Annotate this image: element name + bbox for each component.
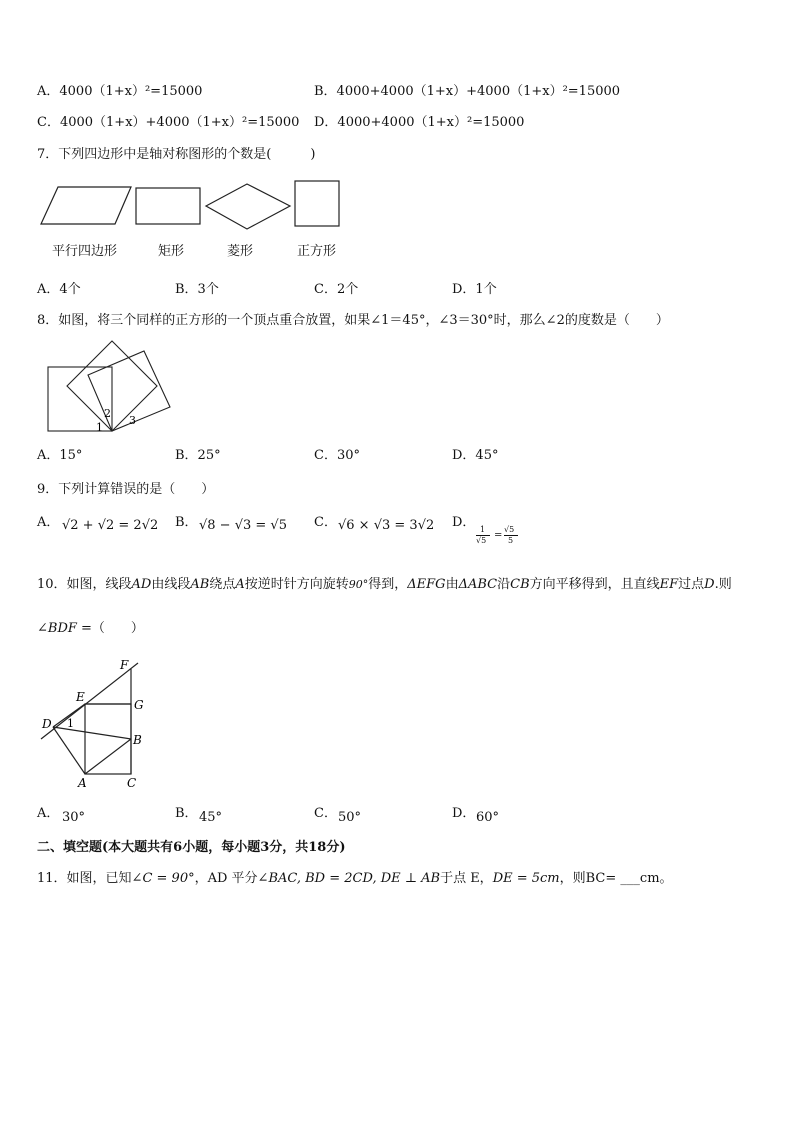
q10-option-b-label: B．: [175, 806, 198, 821]
q10-text-2: 由线段: [151, 577, 191, 592]
q8-option-b: B．25°: [175, 448, 221, 463]
point-label-e: E: [76, 690, 85, 704]
q10-text-5: 得到，: [368, 577, 408, 592]
q9-option-c-expr: √6 × √3 = 3√2: [338, 518, 435, 533]
q11-stem: [37, 872, 673, 885]
q6-option-b: B．4000+4000（1+x）+4000（1+x）²=15000: [314, 84, 621, 99]
q7-figure: [0, 175, 794, 255]
q7-label-rectangle: 矩形: [158, 244, 185, 259]
q7-label-square: 正方形: [297, 244, 337, 259]
q11-math-3: DE = 5cm: [492, 871, 560, 886]
q10-figure: [0, 655, 200, 795]
q10-text-3: 绕点: [209, 577, 236, 592]
q10-var-ab: AB: [190, 577, 210, 592]
q10-option-a-value: 30°: [62, 810, 86, 825]
rectangle-shape: [136, 188, 200, 224]
q8-option-d: D．45°: [452, 448, 499, 463]
q10-var-d: D: [704, 577, 715, 592]
q6-option-d: D．4000+4000（1+x）²=15000: [314, 115, 525, 130]
q9-option-a-label: A．: [37, 515, 60, 530]
rect-eg-ac: [85, 704, 131, 774]
q7-option-b: B．3个: [175, 282, 219, 297]
point-label-f: F: [120, 658, 129, 672]
q10-angle-bdf: ∠BDF =: [37, 621, 92, 636]
q9-option-b-expr: √8 − √3 = √5: [199, 518, 287, 533]
q10-option-d-label: D．: [452, 806, 476, 821]
q10-var-a: A: [235, 577, 245, 592]
q10-stem-line2: [37, 622, 144, 635]
q10-var-cb: CB: [510, 577, 530, 592]
q11-math-1: ∠C = 90°: [131, 871, 195, 886]
q9-option-a-expr: √2 + √2 = 2√2: [62, 518, 159, 533]
q8-stem: 8．如图，将三个同样的正方形的一个顶点重合放置，如果∠1＝45°，∠3＝30°时，那么∠2的度数是（ ）: [37, 313, 669, 328]
q7-option-c: C．2个: [314, 282, 359, 297]
q10-text-9: 过点: [678, 577, 705, 592]
q9-stem: 9．下列计算错误的是（ ）: [37, 482, 215, 497]
fraction-left-numerator: 1: [480, 525, 486, 534]
q7-option-d: D．1个: [452, 282, 497, 297]
fraction-right-denominator: 5: [508, 536, 514, 545]
point-label-b: B: [133, 733, 142, 747]
q10-paren: （ ）: [91, 621, 144, 636]
q9-option-d-fraction: [476, 524, 526, 552]
fraction-right-numerator: √5: [504, 525, 515, 534]
q7-label-parallelogram: 平行四边形: [52, 244, 118, 259]
q10-text-10: .则: [714, 577, 732, 592]
rhombus-shape: [206, 184, 290, 229]
q7-label-rhombus: 菱形: [227, 244, 254, 259]
q8-figure: [0, 335, 200, 445]
q7-stem: 7．下列四边形中是轴对称图形的个数是( ): [37, 147, 316, 162]
q10-text-1: 10．如图，线段: [37, 577, 132, 592]
q11-text-4: ，则BC= ___cm。: [559, 871, 673, 886]
angle-label-2: 2: [104, 407, 111, 420]
q10-var-abc: ΔABC: [458, 577, 498, 592]
q8-option-a: A．15°: [37, 448, 83, 463]
q7-option-a: A．4个: [37, 282, 81, 297]
segment-ab: [85, 739, 131, 774]
q8-option-c: C．30°: [314, 448, 360, 463]
q10-option-c-label: C．: [314, 806, 337, 821]
q10-option-c-value: 50°: [338, 810, 362, 825]
q9-option-d-label: D．: [452, 515, 476, 530]
fraction-left-denominator: √5: [476, 536, 487, 545]
point-label-c: C: [127, 776, 137, 790]
fraction-equals: =: [494, 530, 503, 541]
point-label-d: D: [42, 717, 52, 731]
parallelogram-shape: [41, 187, 131, 224]
angle-label-3: 3: [129, 414, 136, 427]
segment-db: [53, 727, 131, 739]
q10-option-a-label: A．: [37, 806, 60, 821]
q10-option-b-value: 45°: [199, 810, 223, 825]
q11-text-1: 11．如图，已知: [37, 871, 132, 886]
q9-option-c-label: C．: [314, 515, 337, 530]
q10-var-ef: EF: [659, 577, 679, 592]
q10-text-8: 方向平移得到，且直线: [529, 577, 660, 592]
q11-text-2: ，AD 平分: [194, 871, 258, 886]
section-heading-fill-in: 二、填空题(本大题共有6小题，每小题3分，共18分): [37, 840, 346, 855]
q10-text-6: 由: [445, 577, 459, 592]
square-shape: [295, 181, 339, 226]
q10-var-efg: ΔEFG: [407, 577, 446, 592]
angle-label-one: 1: [67, 717, 74, 730]
q6-option-c: C．4000（1+x）+4000（1+x）²=15000: [37, 115, 300, 130]
point-label-a: A: [78, 776, 87, 790]
q6-option-a: A．4000（1+x）²=15000: [37, 84, 203, 99]
q9-option-b-label: B．: [175, 515, 198, 530]
point-label-g: G: [134, 698, 144, 712]
q11-math-2: ∠BAC, BD = 2CD, DE ⊥ AB: [257, 871, 441, 886]
q10-text-4: 按逆时针方向旋转: [244, 577, 349, 592]
q10-option-d-value: 60°: [476, 810, 500, 825]
q11-text-3: 于点 E，: [440, 871, 493, 886]
angle-label-1: 1: [96, 421, 103, 434]
q10-var-ad: AD: [131, 577, 152, 592]
q10-text-7: 沿: [497, 577, 511, 592]
q10-stem-line1: [37, 578, 732, 591]
q10-var-90: 90°: [348, 578, 369, 591]
segment-da: [53, 727, 85, 774]
